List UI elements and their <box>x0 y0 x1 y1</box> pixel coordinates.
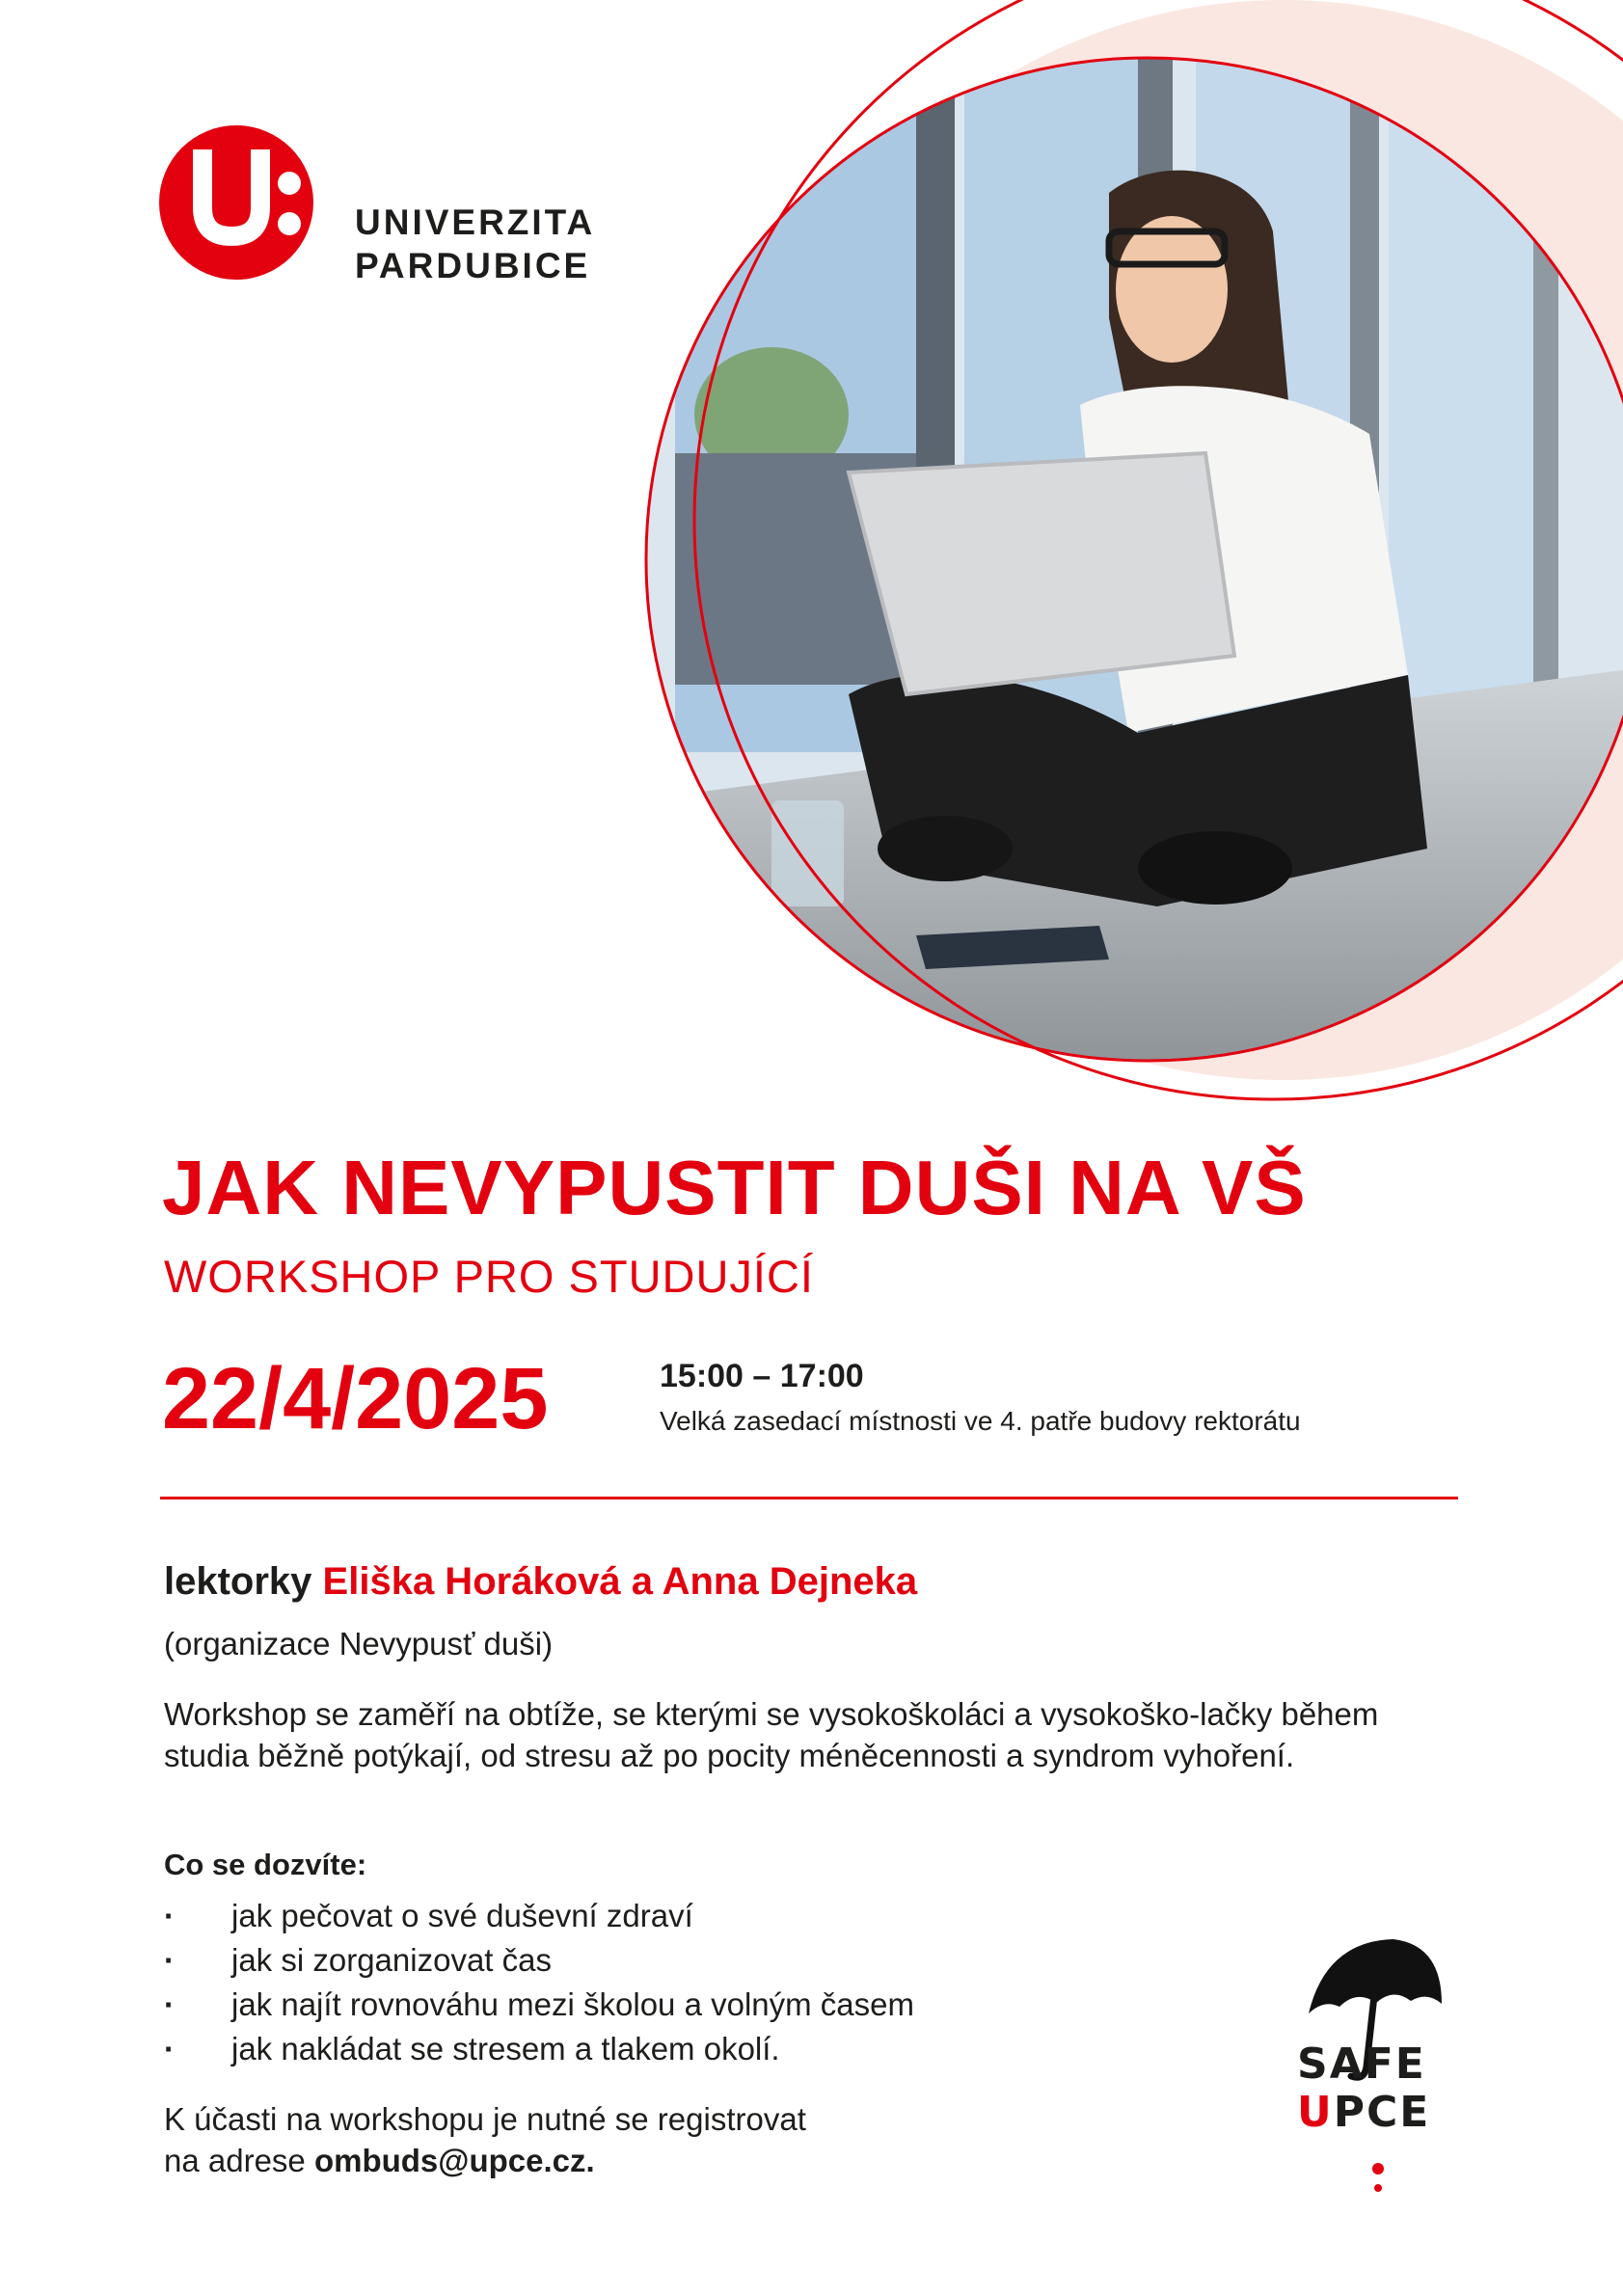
learn-heading: Co se dozvíte: <box>164 1848 367 1881</box>
registration-text <box>164 2098 806 2181</box>
list-item: · jak nakládat se stresem a tlakem okolí. <box>164 2027 914 2071</box>
list-item: · jak pečovat o své duševní zdraví <box>164 1894 914 1938</box>
safe-word: SAFE <box>1297 2039 1426 2089</box>
workshop-description: Workshop se zaměří na obtíže, se kterými se vysokoškoláci a vysokoško-lačky během studia běžně potýkají, od stresu až po pocity méněcennosti a syndrom vyhoření. <box>164 1696 1379 1773</box>
university-name-line1: UNIVERZITA <box>355 203 596 242</box>
list-item: · jak si zorganizovat čas <box>164 1938 914 1983</box>
event-subtitle: WORKSHOP PRO STUDUJÍCÍ <box>164 1251 814 1302</box>
lecturers-label: lektorky <box>164 1560 312 1603</box>
university-name-line2: PARDUBICE <box>355 246 591 285</box>
university-name <box>355 201 595 287</box>
list-item: · jak najít rovnováhu mezi školou a volným časem <box>164 1983 914 2027</box>
univerzita-pardubice-u-logo <box>159 125 313 280</box>
registration-line1: K účasti na workshopu je nutné se registrovat <box>164 2101 806 2137</box>
event-time: 15:00 – 17:00 <box>660 1358 864 1394</box>
lecturers-names: Eliška Horáková a Anna Dejneka <box>322 1560 918 1603</box>
registration-prefix: na adrese <box>164 2143 314 2178</box>
event-date: 22/4/2025 <box>162 1351 549 1447</box>
upce-word <box>1297 2089 1451 2137</box>
event-place: Velká zasedací místnosti ve 4. patře budovy rektorátu <box>660 1406 1301 1436</box>
lecturers-organization: (organizace Nevypusť duši) <box>164 1626 554 1661</box>
divider <box>160 1497 1458 1499</box>
hero-photo <box>636 48 1623 1070</box>
registration-email-link[interactable]: ombuds@upce.cz. <box>313 2143 595 2178</box>
safe-upce-wordmark <box>1297 2040 1451 2137</box>
learn-list <box>164 1894 914 2071</box>
upce-u-letter: U <box>1297 2088 1334 2137</box>
upce-rest: PCE <box>1333 2088 1431 2137</box>
lecturers-line <box>164 1560 917 1604</box>
event-title: JAK NEVYPUSTIT DUŠI NA VŠ <box>162 1145 1307 1230</box>
registration-line2 <box>164 2140 806 2181</box>
